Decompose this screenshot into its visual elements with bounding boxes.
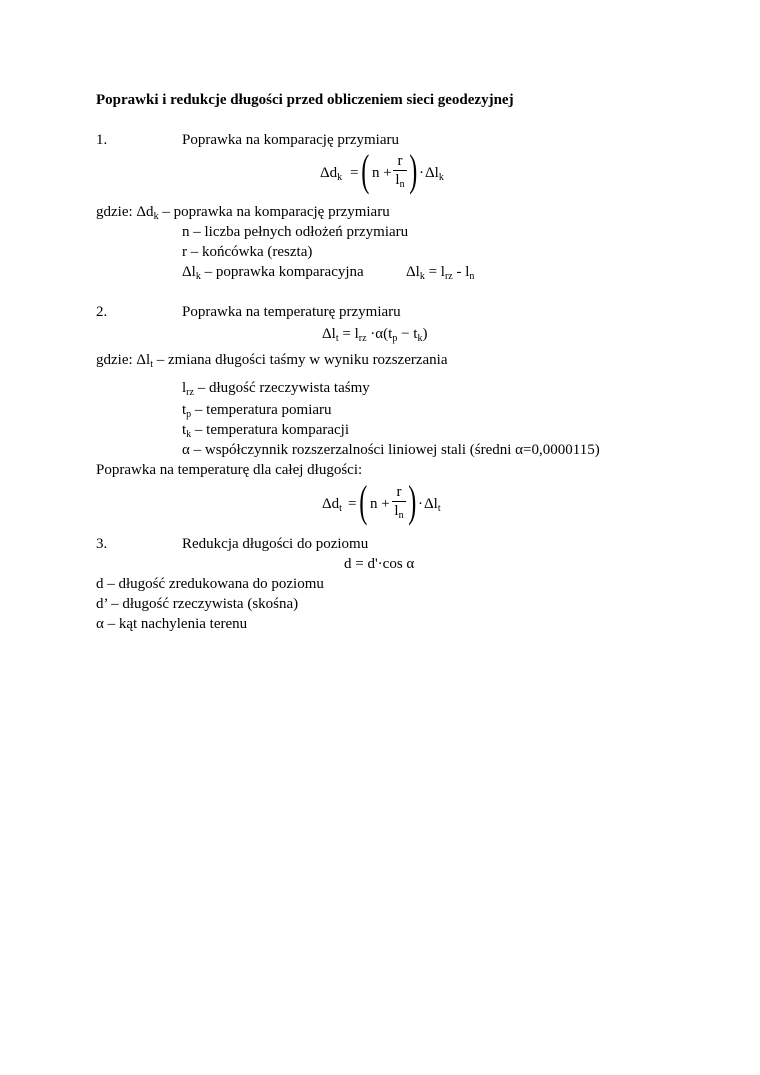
fraction-numerator: r: [396, 484, 402, 500]
relation-komparacja: $\Delta l_k = l_{rz} - l_n$: [406, 264, 475, 282]
def-komparacja-3: r – końcówka (reszta): [182, 244, 313, 260]
left-paren: (: [361, 146, 370, 195]
formula-fraction: [393, 154, 407, 190]
formula-komparacja: [320, 146, 470, 198]
formula-temperatura-calkowita: [322, 477, 472, 529]
formula-eq: =: [348, 496, 357, 512]
section-1-heading: Poprawka na komparację przymiaru: [182, 132, 399, 148]
formula-n-plus: n +: [372, 165, 392, 181]
left-paren: (: [359, 477, 368, 526]
right-paren: ): [409, 146, 418, 195]
formula-fraction: [392, 485, 406, 521]
formula-n-plus: n +: [370, 496, 390, 512]
page-title: Poprawki i redukcje długości przed obliczeniem sieci geodezyjnej: [96, 92, 514, 108]
def-redukcja-2: d’ – długość rzeczywista (skośna): [96, 596, 299, 612]
def-redukcja-1: d – długość zredukowana do poziomu: [96, 576, 324, 592]
formula-temperatura: $\Delta l_t = l_{rz} \cdot\alpha(t_p - t_k)$: [322, 326, 428, 344]
section-2-number: 2.: [96, 304, 108, 320]
formula-eq: =: [350, 165, 359, 181]
def-temperatura-4: $t_k$ – temperatura komparacji: [182, 422, 350, 440]
section-3-number: 3.: [96, 536, 108, 552]
right-paren: ): [408, 477, 417, 526]
formula-rhs: $\Delta l_t$: [424, 496, 441, 514]
total-temperature-heading: Poprawka na temperaturę dla całej długości:: [96, 462, 363, 478]
section-2-heading: Poprawka na temperaturę przymiaru: [182, 304, 401, 320]
def-redukcja-3: α – kąt nachylenia terenu: [96, 616, 248, 632]
def-komparacja-4: $\Delta l_k$ – poprawka komparacyjna: [182, 264, 364, 282]
fraction-denominator: $l_n$: [394, 503, 404, 521]
def-komparacja-2: n – liczba pełnych odłożeń przymiaru: [182, 224, 409, 240]
def-temperatura-5: α – współczynnik rozszerzalności liniowej stali (średni α=0,0000115): [182, 442, 600, 458]
fraction-denominator: $l_n$: [395, 172, 405, 190]
def-temperatura-2: $l_{rz}$ – długość rzeczywista taśmy: [182, 380, 370, 398]
def-temperatura-3: $t_p$ – temperatura pomiaru: [182, 402, 332, 420]
formula-rhs: $\Delta l_k$: [425, 165, 444, 183]
formula-redukcja: d = d'·cos α: [344, 556, 415, 572]
formula-dot: ·: [418, 496, 423, 512]
def-temperatura-1: gdzie: $\Delta l_t$ – zmiana długości taśmy w wyniku rozszerzania: [96, 352, 448, 370]
fraction-numerator: r: [397, 153, 403, 169]
formula-lhs: $\Delta d_t$: [322, 496, 342, 514]
section-3-heading: Redukcja długości do poziomu: [182, 536, 369, 552]
section-1-number: 1.: [96, 132, 108, 148]
formula-lhs: $\Delta d_k$: [320, 165, 343, 183]
formula-dot: ·: [419, 165, 424, 181]
def-komparacja-1: gdzie: $\Delta d_k$ – poprawka na komparację przymiaru: [96, 204, 390, 222]
